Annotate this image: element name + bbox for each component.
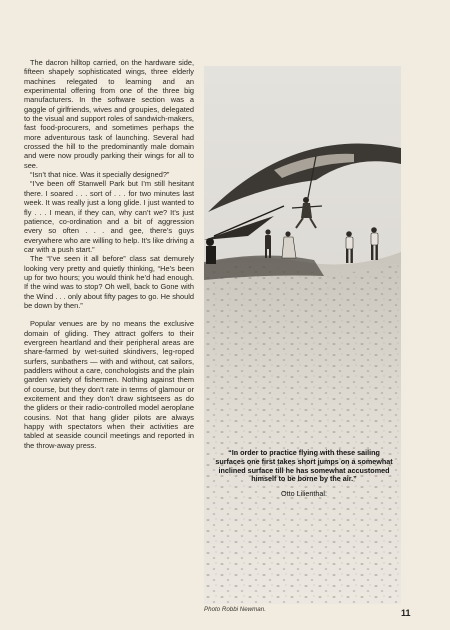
- page-number: 11: [401, 608, 411, 618]
- quote-text: “In order to practice flying with these sailing surfaces one first takes short jumps on a somewhat inclined surface till he has somewhat accustomed himself to be borne by the air.”: [215, 448, 393, 484]
- article-paragraph: “Isn’t that nice. Was it specially designed?”: [30, 170, 170, 180]
- article-paragraph: “I’ve been off Stanwell Park but I’m still hesitant there. I soared . . . sort of . . . for two minutes last week. It was really just a long glide. I just wanted to fly . . . I mean, if they can, why can’t we? It’s just patience, co-ordination and a bit of aggression every so often . . . and gee, there’s guys everywhere who are willing to help. It’s like driving a car with a push start.”: [24, 179, 194, 254]
- article-text-column: [24, 58, 194, 450]
- dune-footprints: [204, 261, 401, 604]
- lilienthal-quote: [214, 449, 394, 499]
- hang-glider-photo: [204, 66, 401, 604]
- pilot-head: [303, 197, 309, 203]
- article-paragraph: Popular venues are by no means the exclusive domain of gliding. They attract golfers to their evergreen heartland and their peripheral areas are share-farmed by wet-suited skindivers, leg-roped surfers, sunbathers — with and without, cat sailors, paddlers without a care, conchologists and the plain garden variety of fishermen. Nothing against them of course, but they don’t rate in terms of glamour or excitement and they don’t draw sightseers as do the gliders or their radio-controlled model aeroplane cousins. Not that hang glider pilots are always happy with spectators when their activities are tabled at seaside council meetings and reported in the throw-away press.: [24, 319, 194, 450]
- article-paragraph: The dacron hilltop carried, on the hardware side, fifteen shapely sophisticated wings, three elderly machines relegated to learning and an experimental offering from one of the three big manufacturers. In the software section was a gaggle of girlfriends, wives and groupies, delegated to the visual and support roles of sandwich-makers, fast food-procurers, and sometimes perhaps the more adventurous task of launching. Several had crossed the hill to the predominantly male domain and were now proudly parking their wings for all to see.: [24, 58, 194, 170]
- photo-illustration: [204, 66, 401, 604]
- photo-credit: Photo Robbi Newman.: [204, 606, 266, 613]
- section-gap: [24, 310, 194, 319]
- quote-author: Otto Lilienthal.: [281, 489, 327, 499]
- article-paragraph: The “I’ve seen it all before” class sat demurely looking very pretty and quietly thinking, “He’s been up for two hours; you would think he’d had enough. If the wind was to stop? Oh well, back to Gone with the Wind . . . only about fifty pages to go. He should be down by then.”: [24, 254, 194, 310]
